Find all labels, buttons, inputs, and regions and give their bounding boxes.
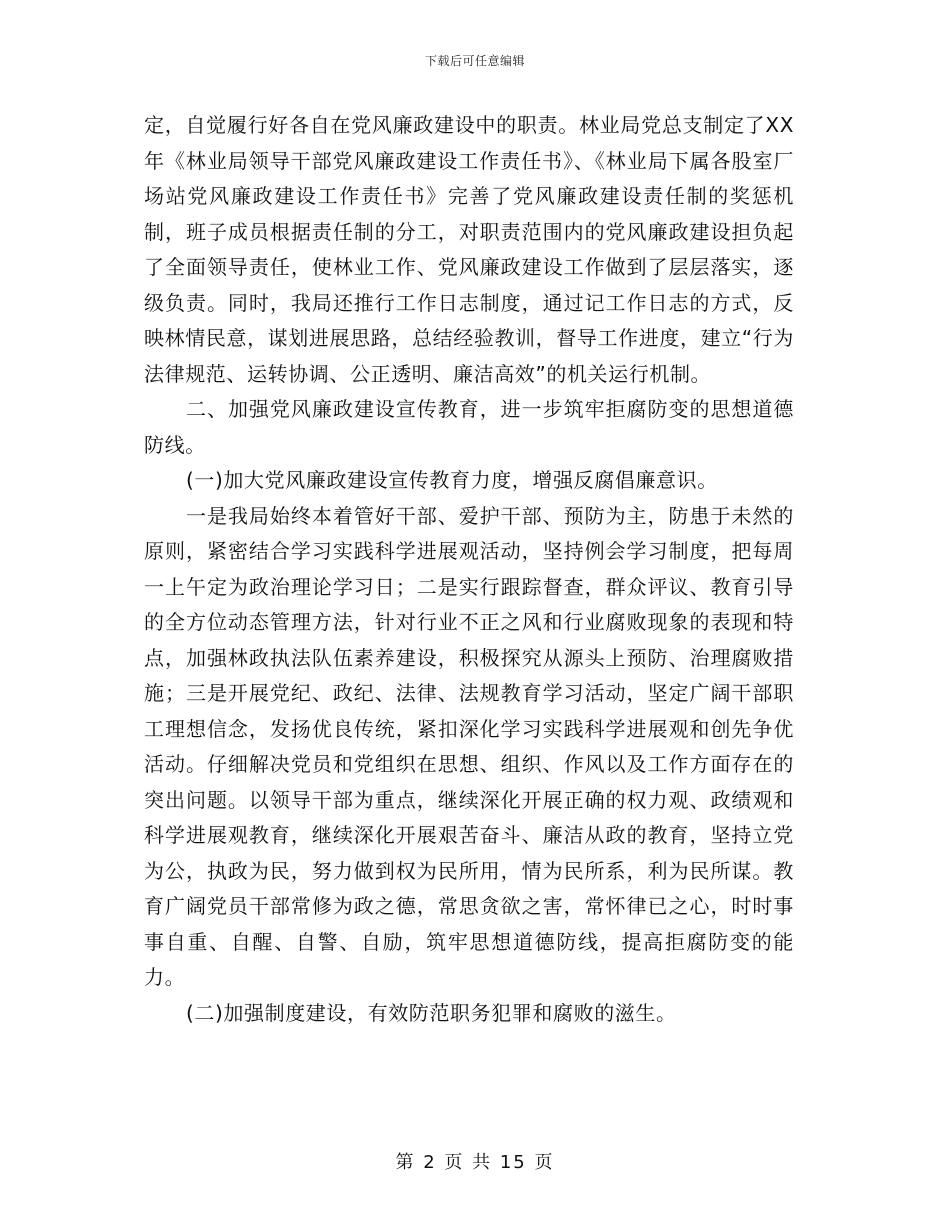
section-heading-two: 二、加强党风廉政建设宣传教育，进一步筑牢拒腐防变的思想道德防线。 (144, 397, 794, 457)
subsection-heading-one: (一)加大党风廉政建设宣传教育力度，增强反腐倡廉意识。 (186, 468, 718, 492)
page-footer: 第 2 页 共 15 页 (395, 1152, 555, 1173)
page-header: 下载后可任意编辑 (424, 54, 525, 68)
paragraph-education-measures: 一是我局始终本着管好干部、爱护干部、预防为主，防患于未然的原则，紧密结合学习实践科学进展观活动，坚持例会学习制度，把每周一上午定为政治理论学习日；二是实行跟踪督查，群众评议、教育引导的全方位动态管理方法，针对行业不正之风和行业腐败现象的表现和特点，加强林政执法队伍素养建设，积极探究从源头上预防、治理腐败措施；三是开展党纪、政纪、法律、法规教育学习活动，坚定广阔干部职工理想信念，发扬优良传统，紧扣深化学习实践科学进展观和创先争优活动。仔细解决党员和党组织在思想、组织、作风以及工作方面存在的突出问题。以领导干部为重点，继续深化开展正确的权力观、政绩观和科学进展观教育，继续深化开展艰苦奋斗、廉洁从政的教育，坚持立党为公，执政为民，努力做到权为民所用，情为民所系，利为民所谋。教育广阔党员干部常修为政之德，常思贪欲之害，常怀律已之心，时时事事自重、自醒、自警、自励，筑牢思想道德防线，提高拒腐防变的能力。 (144, 503, 794, 989)
document-body (144, 108, 794, 1031)
subsection-heading-two: (二)加强制度建设，有效防范职务犯罪和腐败的滋生。 (186, 1000, 677, 1025)
paragraph-continuation: 定，自觉履行好各自在党风廉政建设中的职责。林业局党总支制定了XX年《林业局领导干部党风廉政建设工作责任书》、《林业局下属各股室厂场站党风廉政建设工作责任书》完善了党风廉政建设责任制的奖惩机制，班子成员根据责任制的分工，对职责范围内的党风廉政建设担负起了全面领导责任，使林业工作、党风廉政建设工作做到了层层落实，逐级负责。同时，我局还推行工作日志制度，通过记工作日志的方式，反映林情民意，谋划进展思路，总结经验教训，督导工作进度，建立“行为法律规范、运转协调、公正透明、廉洁高效”的机关运行机制。 (144, 113, 794, 386)
